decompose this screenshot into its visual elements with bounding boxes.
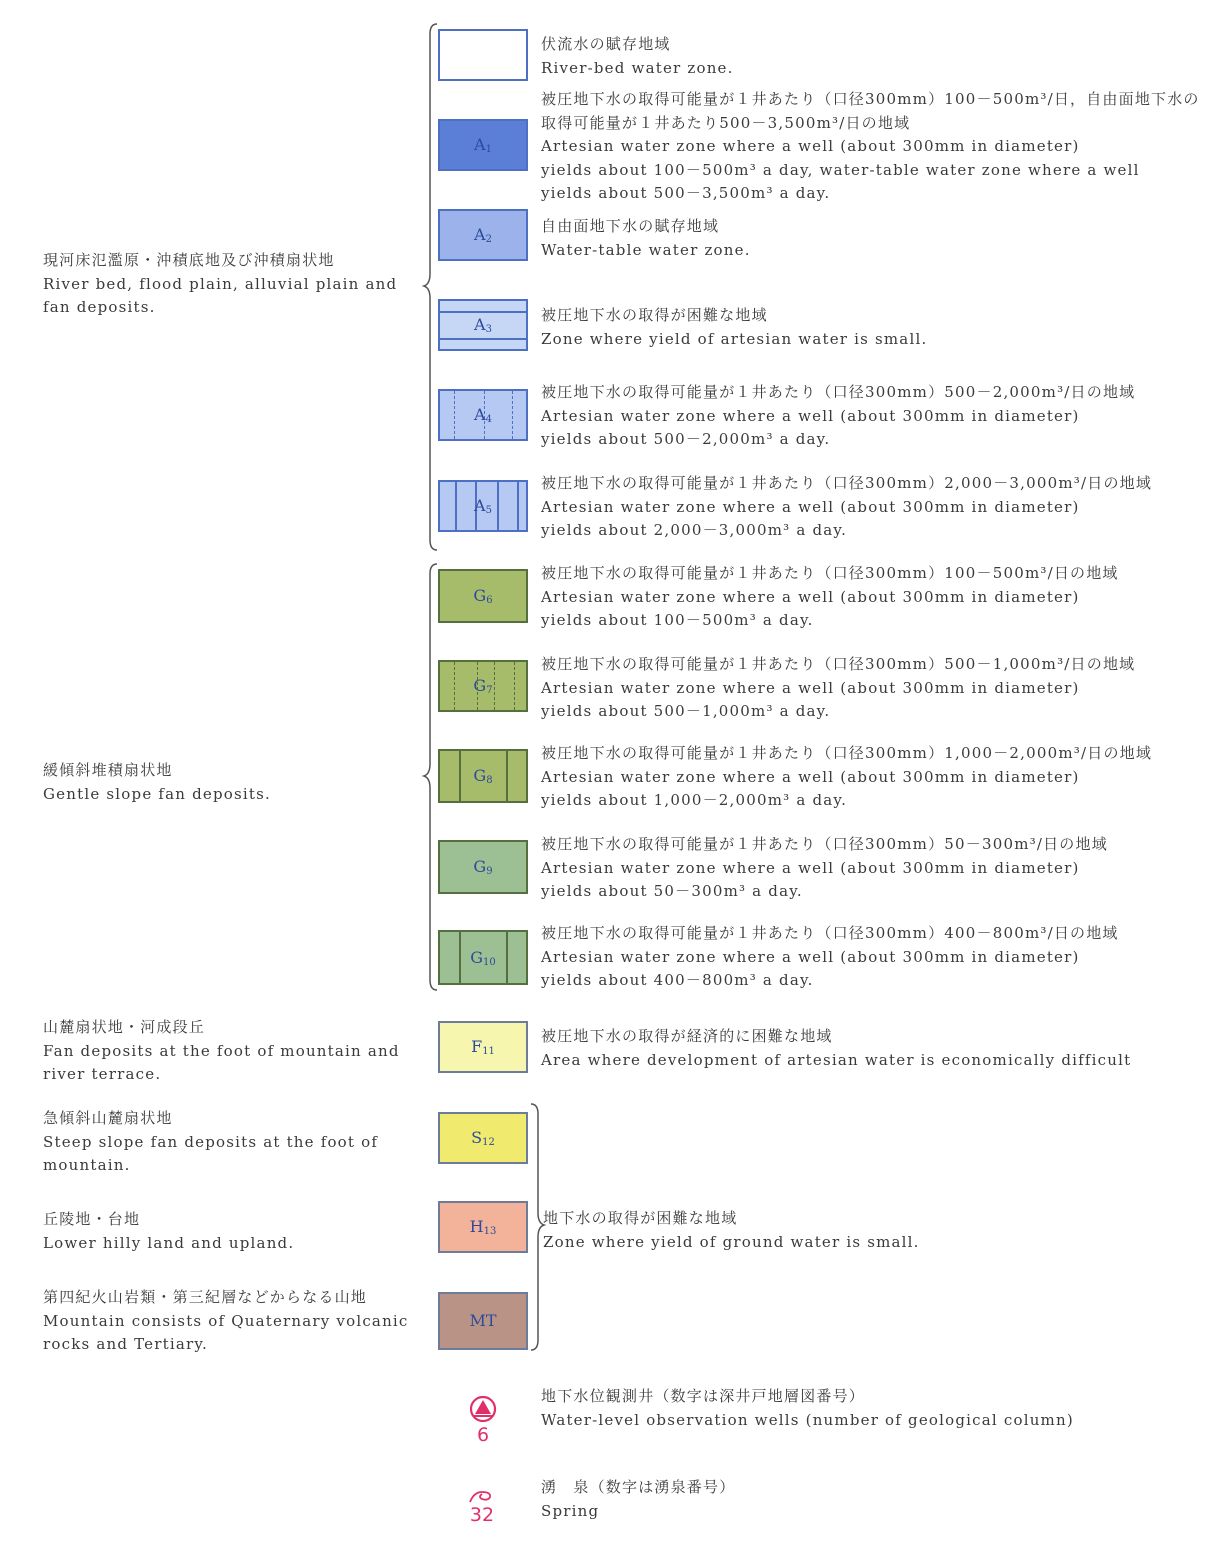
- zone-swatch-river-bed: [438, 29, 528, 81]
- description-line: 被圧地下水の取得可能量が１井あたり（口径300mm）100－500m³/日，自由面地下水の: [541, 90, 1200, 108]
- description-line: yields about 1,000－2,000m³ a day.: [541, 791, 848, 809]
- description-line: 被圧地下水の取得可能量が１井あたり（口径300mm）500－2,000m³/日の地域: [541, 383, 1136, 401]
- zone-swatch-a1: [438, 119, 528, 171]
- description-line: yields about 2,000－3,000m³ a day.: [541, 521, 848, 539]
- zone-code: MT: [469, 1311, 497, 1330]
- description-line: Water-table water zone.: [541, 240, 751, 259]
- group-label-en: fan deposits.: [43, 298, 156, 316]
- group-label-en: River bed, flood plain, alluvial plain and: [43, 274, 398, 293]
- group-label-alluvial: [43, 249, 397, 320]
- description-line: 被圧地下水の取得可能量が１井あたり（口径300mm）1,000－2,000m³/日の地域: [541, 744, 1153, 762]
- zone-code: $A_1$: [474, 135, 492, 155]
- description-line: 被圧地下水の取得が困難な地域: [541, 306, 768, 324]
- description-line: Zone where yield of artesian water is small.: [541, 329, 928, 348]
- zone-code: $A_4$: [474, 405, 492, 425]
- zone-description-g10: [541, 922, 1119, 993]
- zone-code: $H_{13}$: [469, 1217, 497, 1237]
- zone-swatch-g6: [438, 569, 528, 623]
- description-line: 被圧地下水の取得可能量が１井あたり（口径300mm）50－300m³/日の地域: [541, 835, 1108, 853]
- group-label-mountain: [43, 1286, 409, 1357]
- zone-swatch-g9: [438, 840, 528, 894]
- zone-description-g8: [541, 742, 1152, 813]
- zone-swatch-a2: [438, 209, 528, 261]
- description-line: Zone where yield of ground water is small.: [543, 1232, 920, 1251]
- zone-swatch-a4: [438, 389, 528, 441]
- spring-number: 32: [469, 1504, 495, 1526]
- zone-description-river-bed: [541, 33, 734, 80]
- zone-description-a4: [541, 381, 1135, 452]
- zone-code: $S_{12}$: [471, 1128, 495, 1148]
- zone-code: $F_{11}$: [471, 1037, 495, 1057]
- group-label-en: mountain.: [43, 1156, 131, 1174]
- zone-description-a3: [541, 304, 927, 351]
- zone-swatch-g10: [438, 930, 528, 985]
- zone-description-g7: [541, 653, 1135, 724]
- description-line: Area where development of artesian water is economically difficult: [541, 1050, 1132, 1069]
- description-line: Artesian water zone where a well (about 300mm in diameter): [541, 947, 1080, 966]
- zone-code: $G_6$: [473, 586, 493, 606]
- spring-icon: [466, 1484, 500, 1506]
- description-line: 伏流水の賦存地域: [541, 35, 671, 53]
- description-line: Spring: [541, 1501, 600, 1520]
- zone-description-a1: [541, 88, 1200, 206]
- description-line: yields about 500－2,000m³ a day.: [541, 430, 831, 448]
- zone-code: $G_7$: [473, 676, 493, 696]
- group-label-en: rocks and Tertiary.: [43, 1335, 209, 1353]
- group-label-jp: 山麓扇状地・河成段丘: [43, 1018, 206, 1036]
- zone-description-g9: [541, 833, 1108, 904]
- zone-swatch-h13: [438, 1201, 528, 1253]
- zone-description-ground-water-small: [543, 1207, 920, 1254]
- zone-swatch-g7: [438, 660, 528, 712]
- description-line: yields about 100－500m³ a day, water-table water zone where a well: [541, 160, 1140, 179]
- group-label-jp: 第四紀火山岩類・第三紀層などからなる山地: [43, 1288, 368, 1306]
- description-line: Artesian water zone where a well (about 300mm in diameter): [541, 858, 1080, 877]
- description-line: yields about 500－3,500m³ a day.: [541, 184, 831, 202]
- zone-description-f11: [541, 1025, 1131, 1072]
- zone-code: $A_5$: [474, 496, 492, 516]
- group-label-en: Gentle slope fan deposits.: [43, 784, 271, 803]
- group-brace-gentle: [420, 562, 440, 992]
- description-line: 被圧地下水の取得可能量が１井あたり（口径300mm）2,000－3,000m³/日の地域: [541, 474, 1153, 492]
- zone-code: $G_9$: [473, 857, 493, 877]
- group-label-steep: [43, 1107, 378, 1178]
- zone-description-a2: [541, 215, 751, 262]
- zone-swatch-mt: [438, 1292, 528, 1350]
- group-label-hilly: [43, 1208, 294, 1255]
- zone-description-a5: [541, 472, 1152, 543]
- zone-swatch-f11: [438, 1021, 528, 1073]
- description-line: 被圧地下水の取得可能量が１井あたり（口径300mm）500－1,000m³/日の地域: [541, 655, 1136, 673]
- observation-well-description: [541, 1385, 1074, 1432]
- zone-description-g6: [541, 562, 1119, 633]
- group-label-en: Steep slope fan deposits at the foot of: [43, 1132, 379, 1151]
- description-line: Artesian water zone where a well (about 300mm in diameter): [541, 767, 1080, 786]
- zone-code: $A_3$: [474, 315, 492, 335]
- description-line: Water-level observation wells (number of geological column): [541, 1410, 1074, 1429]
- group-label-foot: [43, 1016, 400, 1087]
- description-line: yields about 400－800m³ a day.: [541, 971, 814, 989]
- observation-well-number: 6: [476, 1424, 490, 1446]
- zone-code: $G_8$: [473, 766, 493, 786]
- group-label-gentle: [43, 759, 271, 806]
- description-line: yields about 100－500m³ a day.: [541, 611, 814, 629]
- description-line: River-bed water zone.: [541, 58, 734, 77]
- zone-code: $A_2$: [474, 225, 492, 245]
- zone-code: $G_{10}$: [470, 947, 496, 968]
- group-label-en: river terrace.: [43, 1065, 162, 1083]
- description-line: yields about 500－1,000m³ a day.: [541, 702, 831, 720]
- description-line: 取得可能量が１井あたり500－3,500m³/日の地域: [541, 113, 911, 132]
- description-line: 地下水位観測井（数字は深井戸地層図番号）: [541, 1387, 866, 1405]
- spring-description: [541, 1476, 735, 1523]
- description-line: Artesian water zone where a well (about 300mm in diameter): [541, 497, 1080, 516]
- group-label-en: Mountain consists of Quaternary volcanic: [43, 1311, 409, 1330]
- description-line: Artesian water zone where a well (about 300mm in diameter): [541, 587, 1080, 606]
- zone-swatch-g8: [438, 749, 528, 803]
- zone-swatch-a5: [438, 480, 528, 532]
- description-line: Artesian water zone where a well (about 300mm in diameter): [541, 406, 1080, 425]
- group-label-en: Fan deposits at the foot of mountain and: [43, 1041, 400, 1060]
- description-line: 地下水の取得が困難な地域: [543, 1209, 738, 1227]
- zone-swatch-s12: [438, 1112, 528, 1164]
- group-label-jp: 急傾斜山麓扇状地: [43, 1109, 173, 1127]
- group-label-jp: 丘陵地・台地: [43, 1210, 141, 1228]
- description-line: 被圧地下水の取得可能量が１井あたり（口径300mm）400－800m³/日の地域: [541, 924, 1119, 942]
- description-line: Artesian water zone where a well (about 300mm in diameter): [541, 137, 1080, 155]
- group-brace-alluvial: [420, 22, 440, 552]
- observation-well-icon: [468, 1394, 498, 1424]
- group-label-en: Lower hilly land and upland.: [43, 1233, 295, 1252]
- description-line: yields about 50－300m³ a day.: [541, 882, 803, 900]
- description-line: 湧 泉（数字は湧泉番号）: [541, 1478, 736, 1496]
- description-line: Artesian water zone where a well (about 300mm in diameter): [541, 678, 1080, 697]
- description-line: 自由面地下水の賦存地域: [541, 217, 720, 235]
- description-line: 被圧地下水の取得可能量が１井あたり（口径300mm）100－500m³/日の地域: [541, 564, 1119, 582]
- group-label-jp: 現河床氾濫原・沖積底地及び沖積扇状地: [43, 251, 335, 269]
- zone-swatch-a3: [438, 299, 528, 351]
- description-line: 被圧地下水の取得が経済的に困難な地域: [541, 1027, 833, 1045]
- group-label-jp: 緩傾斜堆積扇状地: [43, 761, 173, 779]
